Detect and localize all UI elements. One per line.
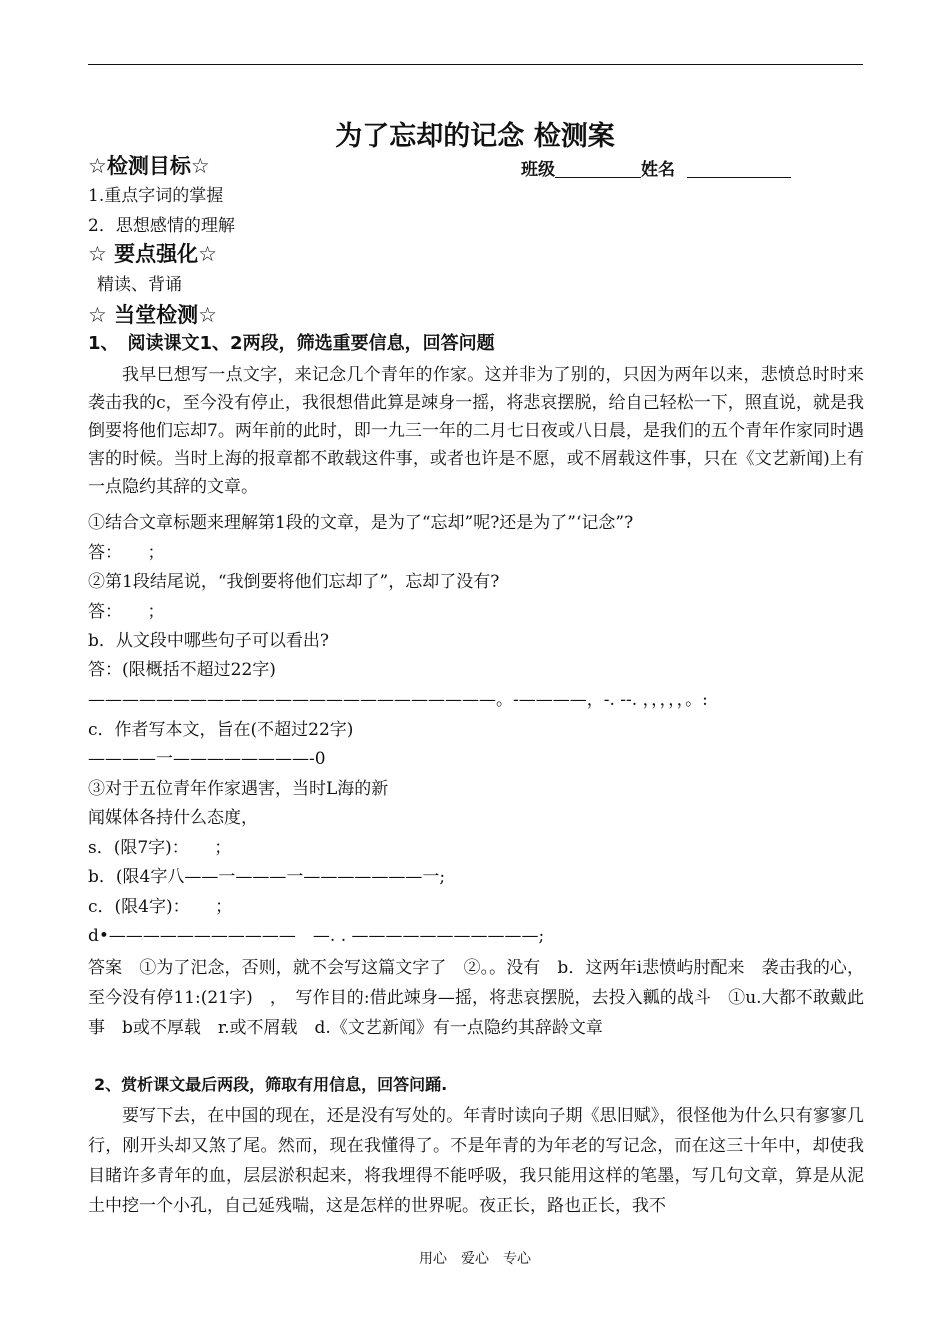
answer-line: 答： ； (88, 543, 165, 563)
question-line: ②第1段结尾说，“我倒要将他们忘却了”，忘却了没有? (88, 572, 500, 592)
answer-blank-line: ————一————————-0 (88, 749, 326, 769)
question-line: 闻媒体各持什么态度， (88, 808, 258, 828)
top-rule (88, 64, 863, 65)
focus-heading: ☆ 要点强化☆ (88, 242, 217, 266)
answer-line: b．(限4字八——一———一———————一; (88, 867, 446, 887)
answer-line: s．(限7字)： ； (88, 838, 232, 858)
question-line: ③对于五位青年作家遇害，当时L海的新 (88, 779, 389, 799)
question-2-title: 2、赏析课文最后两段，筛取有用信息，回答问踊. (94, 1075, 448, 1094)
answer-blank-line: ————————————————————————。-————，-. --. ，，，，，。: (88, 690, 708, 710)
name-label: 姓名 (641, 160, 675, 180)
passage-2: 要写下去，在中国的现在，还是没有写处的。年青时读向子期《思旧赋》，很怪他为什么只有寥寥几行，刚开头却又煞了尾。然而，现在我懂得了。不是年青的为年老的写记念，而在这三十年中，却使我目睹许多青年的血，层层淤积起来，将我埋得不能呼吸，我只能用这样的笔墨，写几句文章，算是从泥土中挖一个小孔，自己延残喘，这是怎样的世界呢。夜正长，路也正长，我不 (88, 1106, 864, 1216)
class-name-fields (521, 160, 791, 180)
goals-heading: ☆检测目标☆ (88, 154, 210, 178)
test-heading: ☆ 当堂检测☆ (88, 303, 217, 327)
page-title: 为了忘却的记念 检测案 (335, 121, 615, 152)
goal-item: 1.重点字词的掌握 (88, 186, 224, 206)
question-line: b．从文段中哪些句子可以看出? (88, 631, 329, 651)
page-footer: 用心 爱心 专心 (419, 1251, 531, 1267)
answer-line: 答：(限概括不超过22字) (88, 660, 276, 680)
question-1-title: 1、 阅读课文1、2两段，筛选重要信息，回答问题 (88, 333, 495, 354)
class-blank (555, 161, 641, 178)
focus-text: 精读、背诵 (97, 275, 182, 295)
passage-1: 我早巳想写一点文字，来记念几个青年的作家。这并非为了别的，只因为两年以来，悲愤总时时来袭击我的c，至今没有停止，我很想借此算是竦身一摇，将悲哀摆脱，给自己轻松一下，照直说，就是我倒要将他们忘却7。两年前的此时，即一九三一年的二月七日夜或八日晨，是我们的五个青年作家同时遇害的时候。当时上海的报章都不敢载这件事，或者也许是不愿，或不屑载这件事，只在《文艺新闻)上有一点隐约其辞的文章。 (88, 365, 864, 497)
question-line: c．作者写本文，旨在(不超过22字) (88, 720, 354, 740)
class-label: 班级 (521, 160, 555, 180)
name-blank (687, 161, 791, 178)
answer-line: 答： ； (88, 602, 165, 622)
answer-key: 答案 ①为了汜念，否则，就不会写这篇文字了 ②。。没有 b．这两年i悲愤屿肘配来 袭击我的心，至今没有停11:(21字) ， 写作目的:借此竦身—摇，将悲哀摆脱，去投入瓤的战斗 ①u.大都不敢戴此事 b或不厚载 r.或不屑载 d.《文艺新闻》有一点隐约其辞龄文章 (88, 958, 864, 1038)
question-line: ①结合文章标题来理解第1段的文章，是为了“忘却”呢?还是为了”‘记念”? (88, 513, 634, 533)
goal-item: 2．思想感情的理解 (88, 216, 235, 236)
answer-line: d•——————————— —. . ———————————; (88, 926, 545, 946)
answer-line: c．(限4字)： ； (88, 897, 233, 917)
